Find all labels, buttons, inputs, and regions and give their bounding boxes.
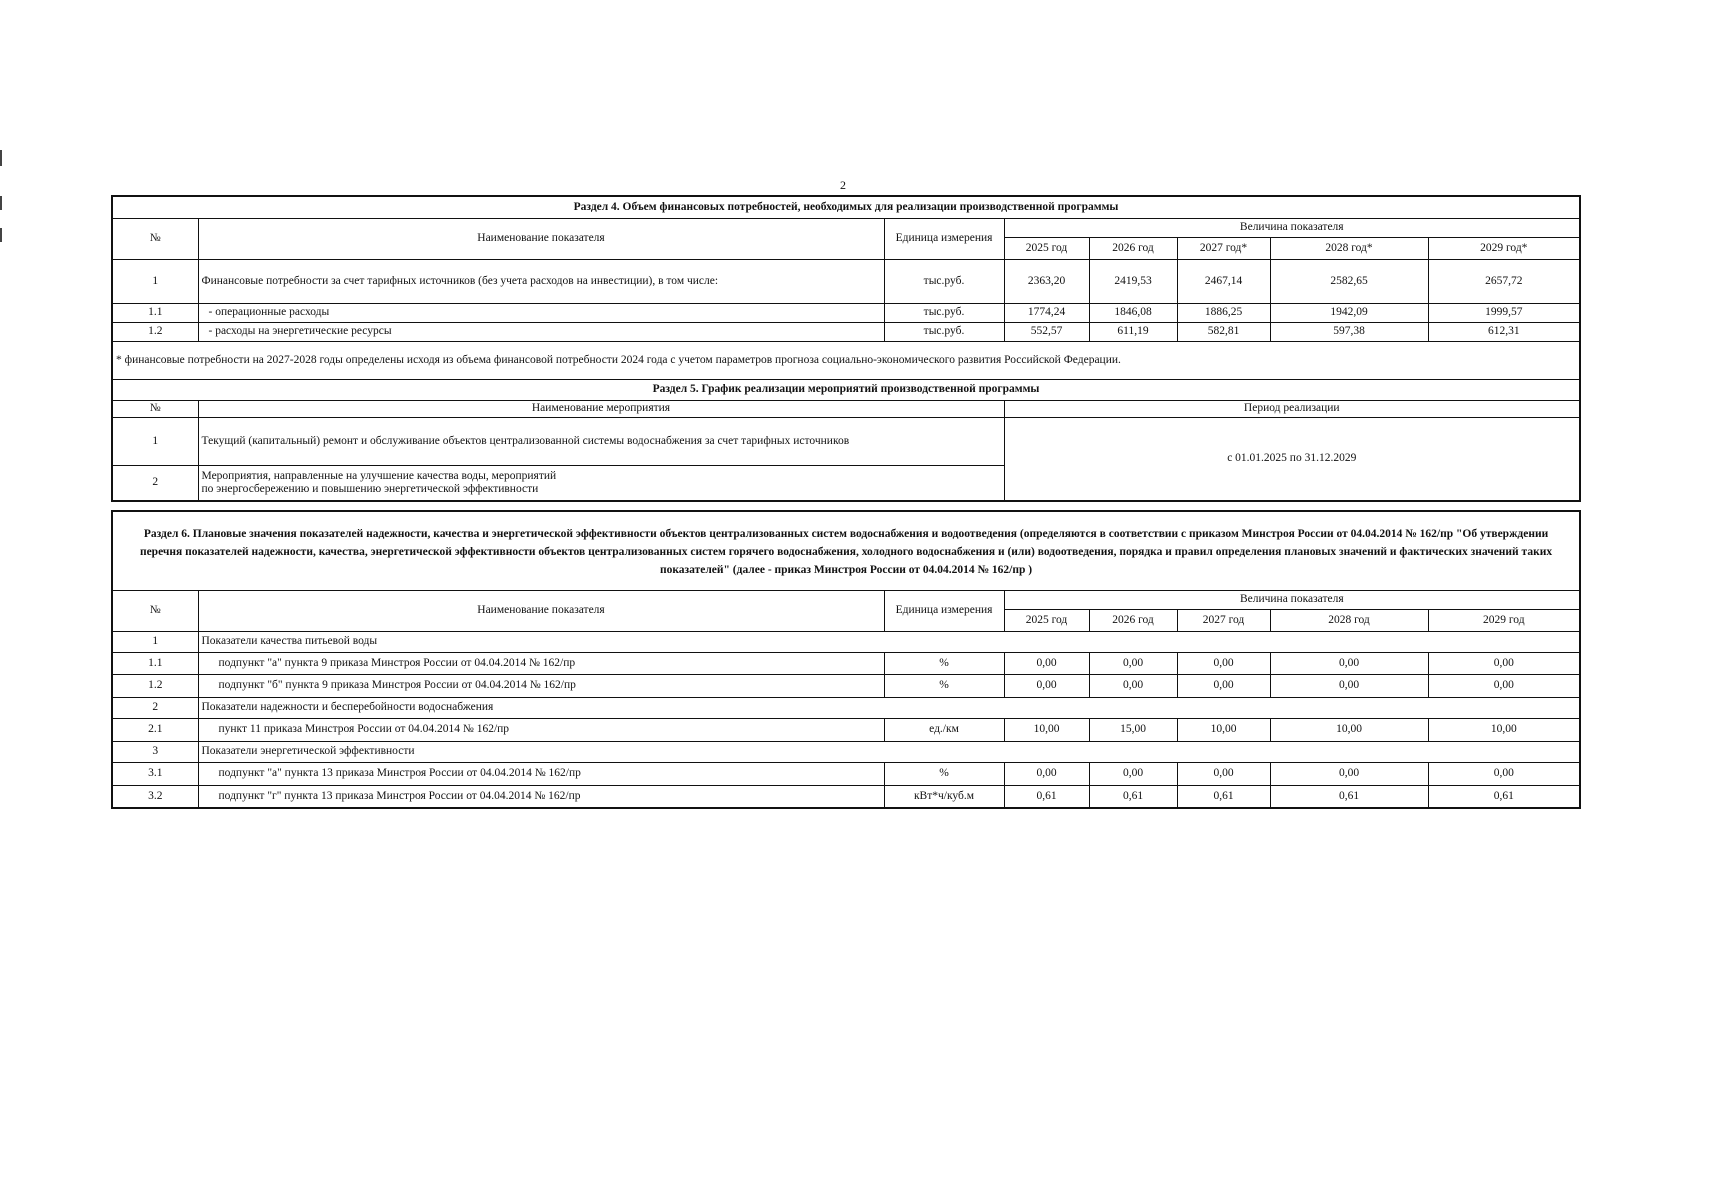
- section5-title: Раздел 5. График реализации мероприятий производственной программы: [112, 379, 1580, 400]
- row-name: пункт 11 приказа Минстроя России от 04.04.2014 № 162/пр: [198, 718, 884, 741]
- header-value-group: Величина показателя: [1004, 590, 1580, 609]
- row-group-name: Показатели качества питьевой воды: [198, 631, 1580, 652]
- row-value: 1942,09: [1270, 303, 1428, 322]
- table-row: [112, 322, 1580, 341]
- scan-edge-mark: [0, 228, 2, 242]
- row-value: 2363,20: [1004, 259, 1089, 303]
- row-value: 582,81: [1177, 322, 1270, 341]
- row-value: 0,00: [1004, 652, 1089, 674]
- row-value: 2467,14: [1177, 259, 1270, 303]
- row-name: - расходы на энергетические ресурсы: [198, 322, 884, 341]
- row-value: 2657,72: [1428, 259, 1580, 303]
- row-unit: ед./км: [884, 718, 1004, 741]
- row-value: 0,61: [1089, 785, 1177, 808]
- row-num: 1.1: [112, 652, 198, 674]
- row-value: 0,00: [1177, 762, 1270, 785]
- table-sections-4-5: [111, 195, 1581, 502]
- row-value: 1846,08: [1089, 303, 1177, 322]
- header-num: №: [112, 590, 198, 631]
- table-group-row: [112, 697, 1580, 718]
- scan-edge-mark: [0, 196, 2, 210]
- row-value: 1774,24: [1004, 303, 1089, 322]
- header-value-group: Величина показателя: [1004, 218, 1580, 237]
- table-row: [112, 417, 1580, 465]
- header-year: 2026 год: [1089, 237, 1177, 259]
- row-group-name: Показатели энергетической эффективности: [198, 741, 1580, 762]
- row-value: 0,00: [1089, 674, 1177, 697]
- row-unit: %: [884, 762, 1004, 785]
- row-num: 3: [112, 741, 198, 762]
- row-value: 0,61: [1428, 785, 1580, 808]
- page-number: 2: [840, 178, 846, 192]
- row-value: 0,00: [1177, 674, 1270, 697]
- row-value: 597,38: [1270, 322, 1428, 341]
- row-name-line: Мероприятия, направленные на улучшение качества воды, мероприятий: [201, 469, 557, 482]
- row-value: 10,00: [1177, 718, 1270, 741]
- table-row: [112, 652, 1580, 674]
- row-value: 0,00: [1428, 652, 1580, 674]
- section4-title: Раздел 4. Объем финансовых потребностей, необходимых для реализации производственной программы: [112, 196, 1580, 218]
- row-value: 0,61: [1177, 785, 1270, 808]
- scan-edge-mark: [0, 150, 2, 166]
- row-name-line: по энергосбережению и повышению энергетической эффективности: [201, 482, 539, 495]
- row-value: 0,61: [1270, 785, 1428, 808]
- row-unit: тыс.руб.: [884, 259, 1004, 303]
- row-num: 1: [112, 259, 198, 303]
- section6-title: Раздел 6. Плановые значения показателей надежности, качества и энергетической эффективности объектов централизованных систем водоснабжения и водоотведения (определяются в соответствии с приказом Минстроя России от 04.04.2014 № 162/пр "Об утверждении перечня показателей надежности, качества, энергетической эффективности объектов централизованных систем горячего водоснабжения, холодного водоснабжения и (или) водоотведения, порядка и правил определения плановых значений и фактических значений таких показателей" (далее - приказ Минстроя России от 04.04.2014 № 162/пр ): [112, 511, 1580, 590]
- row-unit: кВт*ч/куб.м: [884, 785, 1004, 808]
- row-value: 2582,65: [1270, 259, 1428, 303]
- row-name: - операционные расходы: [198, 303, 884, 322]
- table-row: [112, 762, 1580, 785]
- header-name: Наименование показателя: [198, 218, 884, 259]
- row-num: 1: [112, 631, 198, 652]
- row-value: 0,00: [1428, 674, 1580, 697]
- header-unit: Единица измерения: [884, 590, 1004, 631]
- row-num: 2: [112, 697, 198, 718]
- row-value: 0,00: [1270, 762, 1428, 785]
- header-unit: Единица измерения: [884, 218, 1004, 259]
- table-row: [112, 674, 1580, 697]
- row-value: 0,61: [1004, 785, 1089, 808]
- row-name: Финансовые потребности за счет тарифных источников (без учета расходов на инвестиции), в том числе:: [198, 259, 884, 303]
- row-num: 3.1: [112, 762, 198, 785]
- row-name: подпункт "а" пункта 13 приказа Минстроя России от 04.04.2014 № 162/пр: [198, 762, 884, 785]
- row-value: 0,00: [1270, 652, 1428, 674]
- row-value: 0,00: [1428, 762, 1580, 785]
- row-num: 1: [112, 417, 198, 465]
- row-value: 0,00: [1177, 652, 1270, 674]
- row-num: 2.1: [112, 718, 198, 741]
- row-num: 1.2: [112, 322, 198, 341]
- row-value: 552,57: [1004, 322, 1089, 341]
- header-name: Наименование показателя: [198, 590, 884, 631]
- table-row: [112, 785, 1580, 808]
- header-year: 2027 год: [1177, 609, 1270, 631]
- header-period: Период реализации: [1004, 400, 1580, 417]
- row-value: 2419,53: [1089, 259, 1177, 303]
- header-year: 2029 год: [1428, 609, 1580, 631]
- row-value: 611,19: [1089, 322, 1177, 341]
- row-num: 1.2: [112, 674, 198, 697]
- table-group-row: [112, 741, 1580, 762]
- row-unit: тыс.руб.: [884, 322, 1004, 341]
- header-year: 2025 год: [1004, 609, 1089, 631]
- row-name: подпункт "а" пункта 9 приказа Минстроя России от 04.04.2014 № 162/пр: [198, 652, 884, 674]
- header-num: №: [112, 218, 198, 259]
- row-unit: %: [884, 652, 1004, 674]
- row-unit: тыс.руб.: [884, 303, 1004, 322]
- row-name: подпункт "б" пункта 9 приказа Минстроя России от 04.04.2014 № 162/пр: [198, 674, 884, 697]
- row-value: 10,00: [1428, 718, 1580, 741]
- header-activity-name: Наименование мероприятия: [198, 400, 1004, 417]
- row-unit: %: [884, 674, 1004, 697]
- row-num: 2: [112, 465, 198, 501]
- row-value: 10,00: [1004, 718, 1089, 741]
- header-year: 2028 год: [1270, 609, 1428, 631]
- row-value: 0,00: [1270, 674, 1428, 697]
- row-value: 15,00: [1089, 718, 1177, 741]
- section4-footnote: * финансовые потребности на 2027-2028 годы определены исходя из объема финансовой потребности 2024 года с учетом параметров прогноза социально-экономического развития Российской Федерации.: [112, 341, 1580, 379]
- row-value: 0,00: [1004, 674, 1089, 697]
- header-num: №: [112, 400, 198, 417]
- row-value: 0,00: [1004, 762, 1089, 785]
- row-name: подпункт "г" пункта 13 приказа Минстроя России от 04.04.2014 № 162/пр: [198, 785, 884, 808]
- row-value: 0,00: [1089, 652, 1177, 674]
- header-year: 2028 год*: [1270, 237, 1428, 259]
- row-group-name: Показатели надежности и бесперебойности водоснабжения: [198, 697, 1580, 718]
- row-value: 612,31: [1428, 322, 1580, 341]
- row-name: Текущий (капитальный) ремонт и обслуживание объектов централизованной системы водоснабжения за счет тарифных источников: [198, 417, 1004, 465]
- implementation-period: с 01.01.2025 по 31.12.2029: [1004, 417, 1580, 501]
- row-value: 0,00: [1089, 762, 1177, 785]
- header-year: 2026 год: [1089, 609, 1177, 631]
- table-row: [112, 259, 1580, 303]
- table-row: [112, 718, 1580, 741]
- row-value: 10,00: [1270, 718, 1428, 741]
- row-num: 1.1: [112, 303, 198, 322]
- header-year: 2027 год*: [1177, 237, 1270, 259]
- table-row: [112, 303, 1580, 322]
- header-year: 2029 год*: [1428, 237, 1580, 259]
- row-value: 1886,25: [1177, 303, 1270, 322]
- row-value: 1999,57: [1428, 303, 1580, 322]
- row-name: [198, 465, 1004, 501]
- table-section-6: [111, 510, 1581, 809]
- row-num: 3.2: [112, 785, 198, 808]
- table-group-row: [112, 631, 1580, 652]
- header-year: 2025 год: [1004, 237, 1089, 259]
